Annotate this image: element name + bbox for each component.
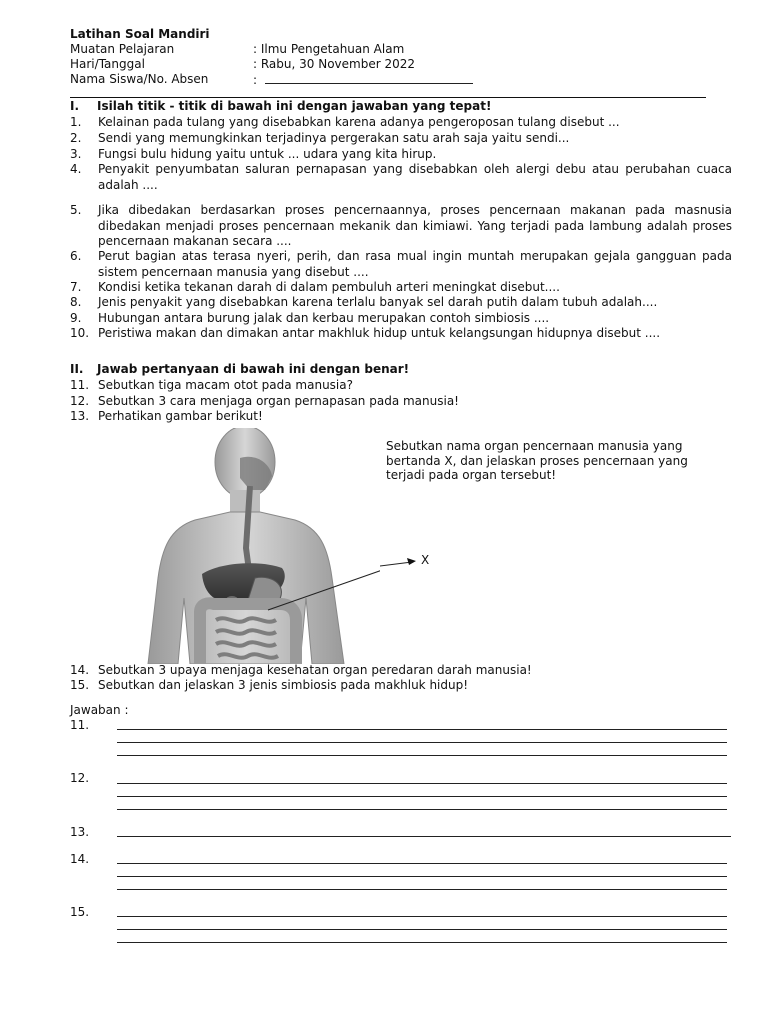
section-2-title <box>70 362 409 378</box>
name-blank-line <box>265 72 473 84</box>
question-number: 10. <box>70 326 90 340</box>
answers-title: Jawaban : <box>70 703 129 717</box>
question-text: Hubungan antara burung jalak dan kerbau merupakan contoh simbiosis .... <box>98 311 550 325</box>
digestive-system-figure <box>100 428 380 664</box>
header-divider <box>70 97 706 98</box>
answer-line[interactable] <box>117 742 727 743</box>
question-text: Perhatikan gambar berikut! <box>98 409 263 423</box>
question-number: 9. <box>70 311 82 325</box>
question-text: Sendi yang memungkinkan terjadinya pergerakan satu arah saja yaitu sendi... <box>98 131 570 145</box>
question-number: 12. <box>70 394 90 408</box>
answer-line[interactable] <box>117 876 727 877</box>
answer-line[interactable] <box>117 809 727 810</box>
answer-line[interactable] <box>117 863 727 864</box>
question-text: Penyakit penyumbatan saluran pernapasan yang disebabkan oleh alergi debu atau perubahan cuaca adalah .... <box>98 162 732 192</box>
question-number: 3. <box>70 147 82 161</box>
header-label: Nama Siswa/No. Absen <box>70 72 209 86</box>
question-text: Sebutkan dan jelaskan 3 jenis simbiosis pada makhluk hidup! <box>98 678 469 692</box>
question-text: Sebutkan 3 cara menjaga organ pernapasan pada manusia! <box>98 394 459 408</box>
answer-number: 12. <box>70 771 90 785</box>
header-label: Hari/Tanggal <box>70 57 145 71</box>
answer-line[interactable] <box>117 783 727 784</box>
answer-number: 13. <box>70 825 90 839</box>
answer-number: 14. <box>70 852 90 866</box>
answer-line[interactable] <box>117 836 731 837</box>
question-text: Kelainan pada tulang yang disebabkan karena adanya pengeroposan tulang disebut ... <box>98 115 620 129</box>
question-number: 4. <box>70 162 82 176</box>
question-number: 7. <box>70 280 82 294</box>
header-value-name <box>253 72 473 89</box>
question-number: 5. <box>70 203 82 217</box>
answer-line[interactable] <box>117 796 727 797</box>
question-text: Kondisi ketika tekanan darah di dalam pembuluh arteri meningkat disebut.... <box>98 280 560 294</box>
question-number: 8. <box>70 295 82 309</box>
header-value: : Rabu, 30 November 2022 <box>253 57 415 71</box>
question-text: Fungsi bulu hidung yaitu untuk ... udara yang kita hirup. <box>98 147 437 161</box>
question-text: Peristiwa makan dan dimakan antar makhluk hidup untuk kelangsungan hidupnya disebut .... <box>98 326 661 340</box>
question-number: 2. <box>70 131 82 145</box>
question-text: Perut bagian atas terasa nyeri, perih, dan rasa mual ingin muntah merupakan gejala gangguan pada sistem pencernaan manusia yang disebut .... <box>98 249 732 279</box>
question-text: Jenis penyakit yang disebabkan karena terlalu banyak sel darah putih dalam tubuh adalah.... <box>98 295 658 309</box>
answer-line[interactable] <box>117 729 727 730</box>
section-heading: Isilah titik - titik di bawah ini dengan jawaban yang tepat! <box>97 99 492 113</box>
worksheet-title: Latihan Soal Mandiri <box>70 27 210 41</box>
header-value: : Ilmu Pengetahuan Alam <box>253 42 405 56</box>
question-number: 1. <box>70 115 82 129</box>
figure-instruction: Sebutkan nama organ pencernaan manusia yang bertanda X, dan jelaskan proses pencernaan yang terjadi pada organ tersebut! <box>386 439 688 482</box>
question-number: 15. <box>70 678 90 692</box>
answer-line[interactable] <box>117 755 727 756</box>
question-number: 13. <box>70 409 90 423</box>
header-label: Muatan Pelajaran <box>70 42 175 56</box>
answer-number: 11. <box>70 718 90 732</box>
section-1-title <box>70 99 491 115</box>
header-value: : <box>253 73 258 87</box>
x-marker-label: X <box>421 553 430 567</box>
question-text: Sebutkan 3 upaya menjaga kesehatan organ peredaran darah manusia! <box>98 663 532 677</box>
question-number: 14. <box>70 663 90 677</box>
question-text: Jika dibedakan berdasarkan proses pencernaannya, proses pencernaan makanan pada masnusia dibedakan menjadi proses pencernaan mekanik dan kimiawi. Yang terjadi pada lambung adalah proses pencernaan makanan secara .... <box>98 203 732 249</box>
section-number: II. <box>70 362 84 376</box>
section-heading: Jawab pertanyaan di bawah ini dengan benar! <box>97 362 410 376</box>
answer-line[interactable] <box>117 889 727 890</box>
answer-line[interactable] <box>117 916 727 917</box>
question-text: Sebutkan tiga macam otot pada manusia? <box>98 378 353 392</box>
question-number: 11. <box>70 378 90 392</box>
answer-number: 15. <box>70 905 90 919</box>
x-marker-icon <box>380 556 420 568</box>
answer-line[interactable] <box>117 929 727 930</box>
section-number: I. <box>70 99 80 113</box>
question-number: 6. <box>70 249 82 263</box>
answer-line[interactable] <box>117 942 727 943</box>
